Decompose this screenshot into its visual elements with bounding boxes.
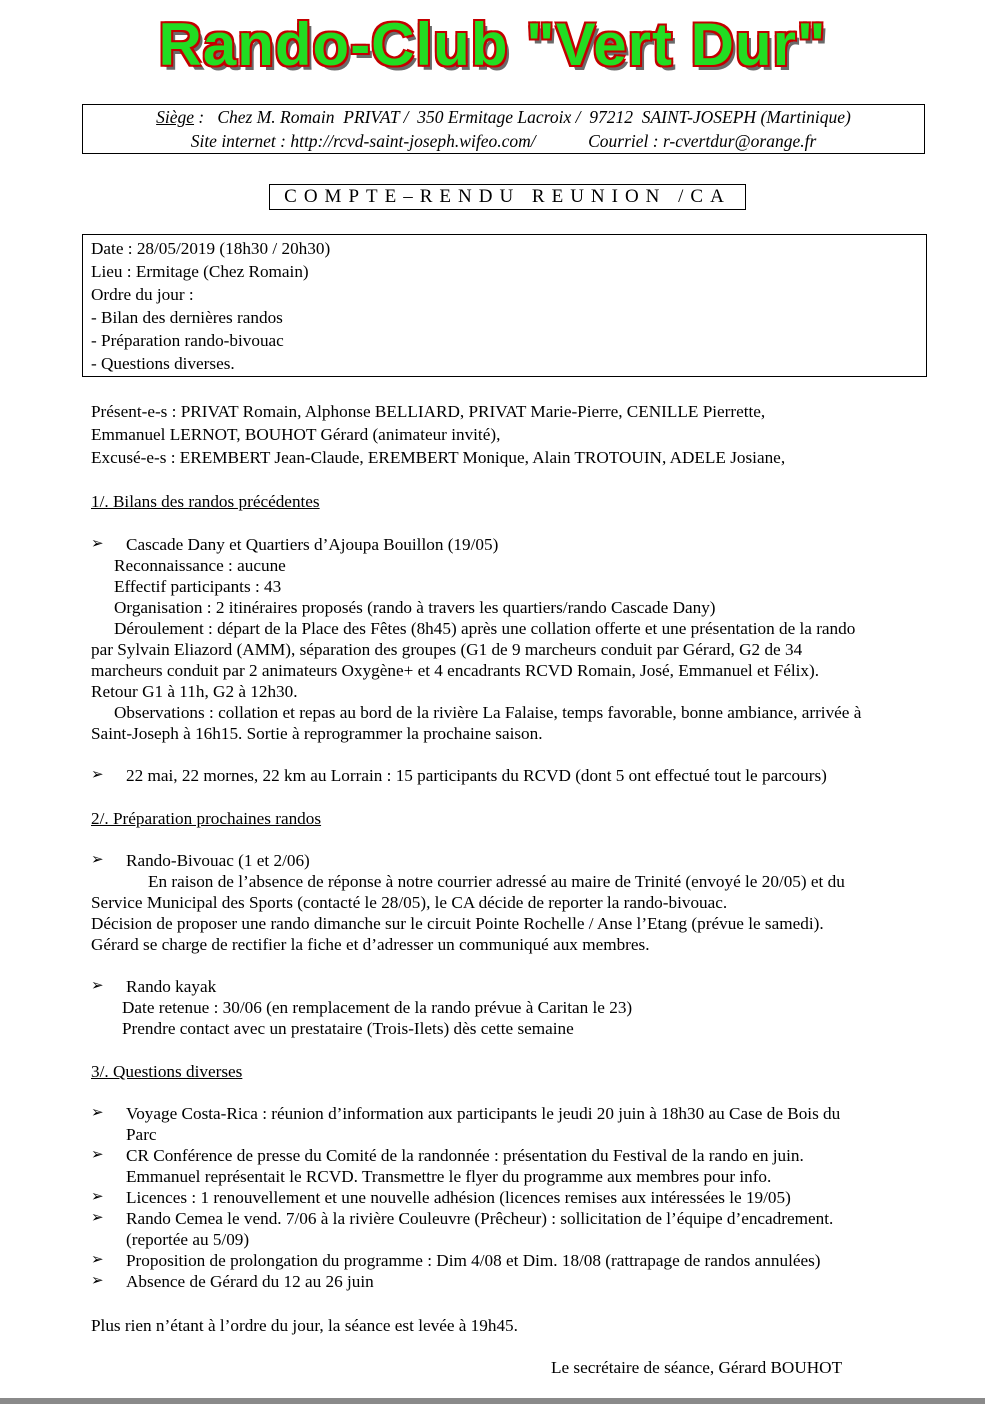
arrow-bullet-icon: ➢ <box>91 852 104 868</box>
outing-detail: Observations : collation et repas au bord de la rivière La Falaise, temps favorable, bonne ambiance, arrivée à <box>114 703 862 722</box>
question-item: (reportée au 5/09) <box>126 1230 250 1249</box>
question-item: CR Conférence de presse du Comité de la randonnée : présentation du Festival de la rando en juin. <box>126 1146 804 1165</box>
arrow-bullet-icon: ➢ <box>91 1252 104 1268</box>
outing-detail: Saint-Joseph à 16h15. Sortie à reprogrammer la prochaine saison. <box>91 724 543 743</box>
question-item: Parc <box>126 1125 157 1144</box>
section-heading: 3/. Questions diverses <box>91 1062 243 1081</box>
question-item: Proposition de prolongation du programme : Dim 4/08 et Dim. 18/08 (rattrapage de randos annulées) <box>126 1251 821 1270</box>
question-item: Absence de Gérard du 12 au 26 juin <box>126 1272 374 1291</box>
meeting-location: Lieu : Ermitage (Chez Romain) <box>91 262 309 281</box>
outing-title: 22 mai, 22 mornes, 22 km au Lorrain : 15 participants du RCVD (dont 5 ont effectué tout le parcours) <box>126 766 827 785</box>
planned-outing-detail: En raison de l’absence de réponse à notre courrier adressé au maire de Trinité (envoyé le 20/05) et du <box>148 872 845 891</box>
question-item: Licences : 1 renouvellement et une nouvelle adhésion (licences remises aux intéressées le 19/05) <box>126 1188 791 1207</box>
planned-outing-title: Rando kayak <box>126 977 217 996</box>
planned-outing-title: Rando-Bivouac (1 et 2/06) <box>126 851 310 870</box>
section-heading: 1/. Bilans des randos précédentes <box>91 492 320 511</box>
siege-label: Siège <box>156 107 195 127</box>
arrow-bullet-icon: ➢ <box>91 1105 104 1121</box>
club-title: Rando-Club "Vert Dur" <box>158 11 827 78</box>
arrow-bullet-icon: ➢ <box>91 536 104 552</box>
outing-detail: Reconnaissance : aucune <box>114 556 286 575</box>
arrow-bullet-icon: ➢ <box>91 767 104 783</box>
arrow-bullet-icon: ➢ <box>91 1189 104 1205</box>
question-item: Emmanuel représentait le RCVD. Transmettre le flyer du programme aux membres pour info. <box>126 1167 772 1186</box>
outing-detail: Retour G1 à 11h, G2 à 12h30. <box>91 682 298 701</box>
excused-line: Excusé-e-s : EREMBERT Jean-Claude, EREMBERT Monique, Alain TROTOUIN, ADELE Josiane, <box>91 448 786 467</box>
agenda-heading: Ordre du jour : <box>91 285 194 304</box>
question-item: Voyage Costa-Rica : réunion d’information aux participants le jeudi 20 juin à 18h30 au Case de Bois du <box>126 1104 841 1123</box>
planned-outing-detail: Prendre contact avec un prestataire (Trois-Ilets) dès cette semaine <box>122 1019 574 1038</box>
page-bottom-border <box>0 1398 985 1404</box>
planned-outing-detail: Service Municipal des Sports (contacté le 28/05), le CA décide de reporter la rando-bivouac. <box>91 893 728 912</box>
arrow-bullet-icon: ➢ <box>91 1273 104 1289</box>
outing-detail: Déroulement : départ de la Place des Fêtes (8h45) après une collation offerte et une présentation de la rando <box>114 619 856 638</box>
outing-detail: par Sylvain Eliazord (AMM), séparation des groupes (G1 de 9 marcheurs conduit par Gérard, G2 de 34 <box>91 640 803 659</box>
question-item: Rando Cemea le vend. 7/06 à la rivière Couleuvre (Prêcheur) : sollicitation de l’équipe d’encadrement. <box>126 1209 834 1228</box>
document-title: COMPTE–RENDU REUNION /CA <box>269 184 746 210</box>
outing-detail: marcheurs conduit par 2 animateurs Oxygène+ et 4 encadrants RCVD Romain, José, Emmanuel et Félix). <box>91 661 820 680</box>
planned-outing-detail: Date retenue : 30/06 (en remplacement de la rando prévue à Caritan le 23) <box>122 998 633 1017</box>
signature: Le secrétaire de séance, Gérard BOUHOT <box>551 1358 843 1377</box>
outing-detail: Organisation : 2 itinéraires proposés (rando à travers les quartiers/rando Cascade Dany) <box>114 598 716 617</box>
arrow-bullet-icon: ➢ <box>91 1147 104 1163</box>
present-line: Présent-e-s : PRIVAT Romain, Alphonse BELLIARD, PRIVAT Marie-Pierre, CENILLE Pierrette, <box>91 402 766 421</box>
arrow-bullet-icon: ➢ <box>91 1210 104 1226</box>
planned-outing-detail: Gérard se charge de rectifier la fiche et d’adresser un communiqué aux membres. <box>91 935 650 954</box>
planned-outing-detail: Décision de proposer une rando dimanche sur le circuit Pointe Rochelle / Anse l’Etang (prévue le samedi). <box>91 914 824 933</box>
arrow-bullet-icon: ➢ <box>91 978 104 994</box>
closing-statement: Plus rien n’étant à l’ordre du jour, la séance est levée à 19h45. <box>91 1316 518 1335</box>
agenda-item: - Préparation rando-bivouac <box>91 331 284 350</box>
meeting-date: Date : 28/05/2019 (18h30 / 20h30) <box>91 239 331 258</box>
section-heading: 2/. Préparation prochaines randos <box>91 809 322 828</box>
outing-detail: Effectif participants : 43 <box>114 577 282 596</box>
agenda-item: - Questions diverses. <box>91 354 235 373</box>
site-line: Site internet : http://rcvd-saint-joseph.wifeo.com/ Courriel : r-cvertdur@orange.fr <box>190 131 817 151</box>
agenda-item: - Bilan des dernières randos <box>91 308 283 327</box>
siege-text: : Chez M. Romain PRIVAT / 350 Ermitage Lacroix / 97212 SAINT-JOSEPH (Martinique) <box>194 107 851 127</box>
present-line: Emmanuel LERNOT, BOUHOT Gérard (animateur invité), <box>91 425 501 444</box>
siege-line <box>82 107 925 128</box>
outing-title: Cascade Dany et Quartiers d’Ajoupa Bouillon (19/05) <box>126 535 499 554</box>
